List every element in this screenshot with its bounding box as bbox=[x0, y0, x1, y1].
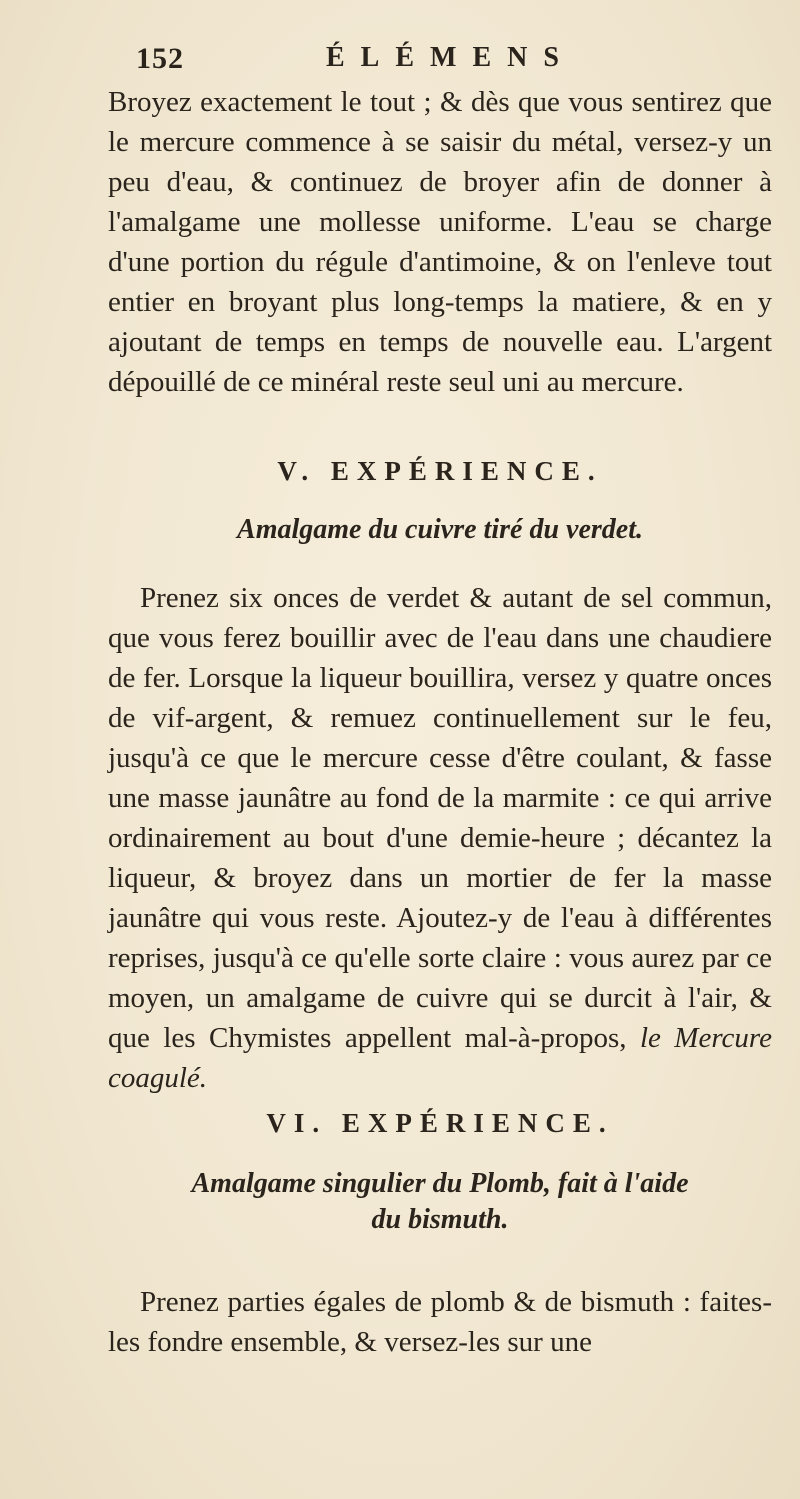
subtitle-line-1: Amalgame singulier du Plomb, fait à l'aide bbox=[191, 1168, 689, 1199]
page-number: 152 bbox=[136, 42, 184, 75]
section-v-italic-term: le Mercure coagulé. bbox=[108, 1022, 773, 1094]
section-v-body bbox=[108, 578, 772, 1098]
section-heading-v: V. EXPÉRIENCE. bbox=[277, 456, 603, 486]
section-vi-body bbox=[108, 1282, 772, 1362]
subtitle-line-2: du bismuth. bbox=[371, 1204, 509, 1235]
running-head: ÉLÉMENS bbox=[326, 42, 575, 73]
section-subtitle-v: Amalgame du cuivre tiré du verdet. bbox=[237, 514, 643, 545]
paragraph-text: Broyez exactement le tout ; & dès que vous sentirez que le mercure commence à se saisir du métal, versez-y un peu d'eau, & continuez de broyer afin de donner à l'amalgame une mollesse uniforme. L'eau se charge d'une portion du régule d'antimoine, & on l'enleve tout entier en broyant plus long-temps la matiere, & en y ajoutant de temps en temps de nouvelle eau. L'argent dépouillé de ce minéral reste seul uni au mercure. bbox=[108, 86, 772, 398]
section-vi-paragraph: Prenez parties égales de plomb & de bismuth : faites-les fondre ensemble, & versez-les sur une bbox=[108, 1286, 772, 1358]
section-subtitle-vi bbox=[108, 1166, 772, 1238]
section-heading-vi: VI. EXPÉRIENCE. bbox=[266, 1108, 614, 1138]
opening-paragraph bbox=[108, 82, 772, 402]
section-v-paragraph bbox=[108, 578, 772, 1098]
page-header bbox=[136, 40, 656, 84]
section-v-text: Prenez six onces de verdet & autant de sel commun, que vous ferez bouillir avec de l'eau dans une chaudiere de fer. Lorsque la liqueur bouillira, versez y quatre onces de vif-argent, & remuez continuellement sur le feu, jusqu'à ce que le mercure cesse d'être coulant, & fasse une masse jaunâtre au fond de la marmite : ce qui arrive ordinairement au bout d'une demie-heure ; décantez la liqueur, & broyez dans un mortier de fer la masse jaunâtre qui vous reste. Ajoutez-y de l'eau à différentes reprises, jusqu'à ce qu'elle sorte claire : vous aurez par ce moyen, un amalgame de cuivre qui se durcit à l'air, & que les Chymistes appellent mal-à-propos, bbox=[108, 582, 772, 1054]
